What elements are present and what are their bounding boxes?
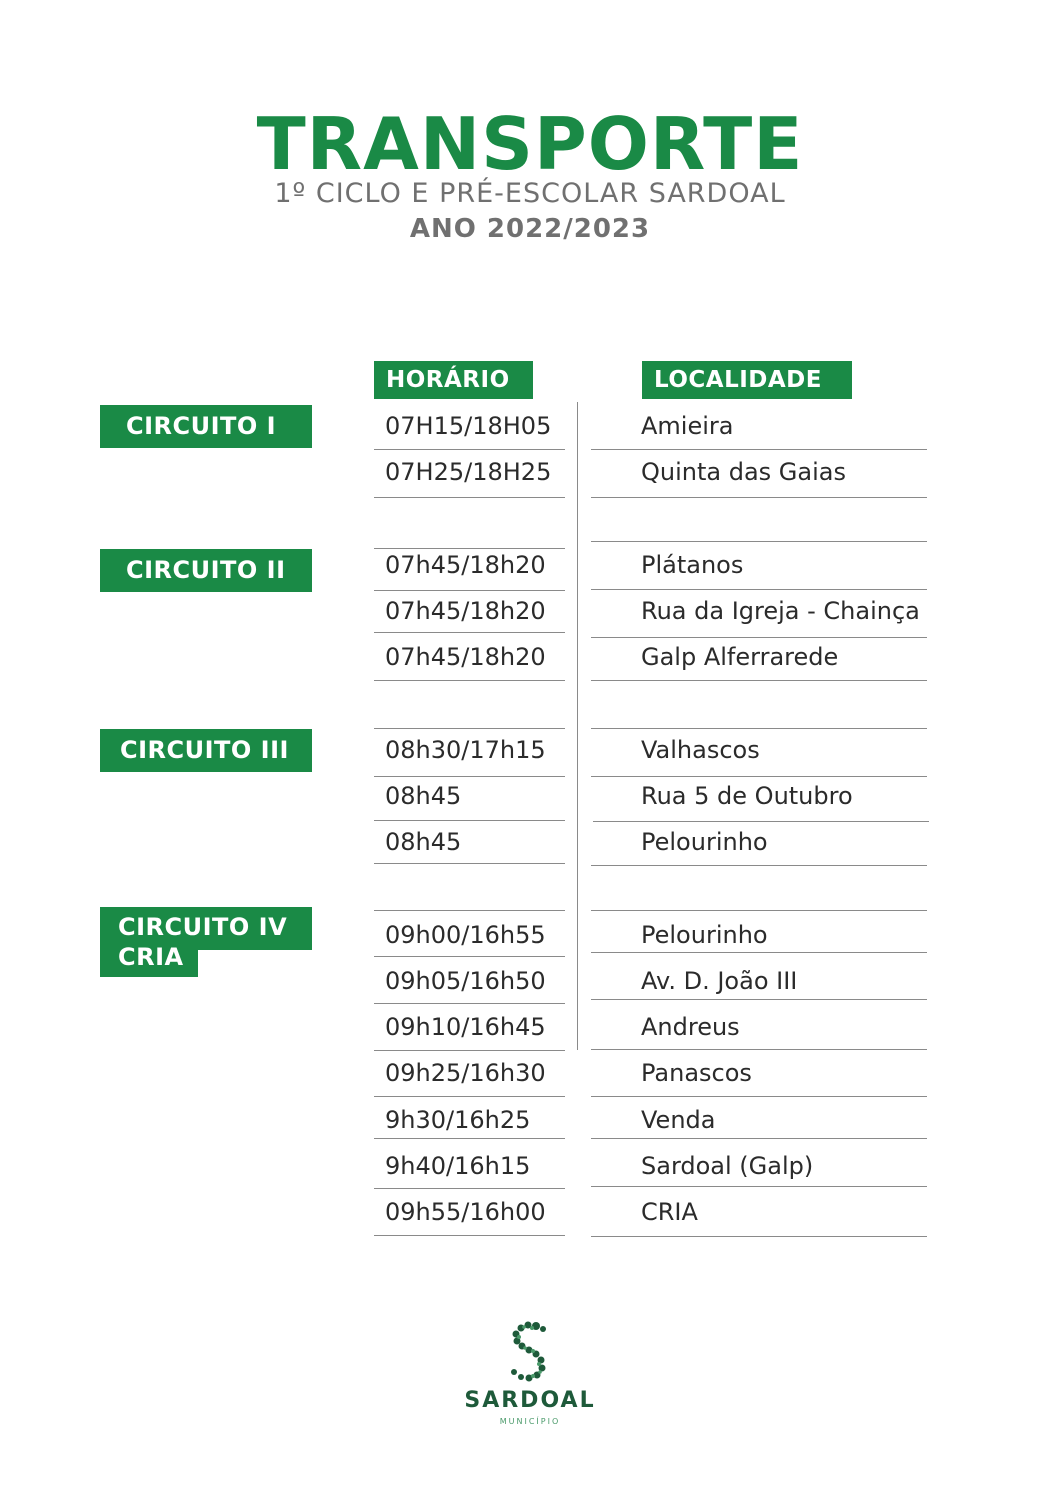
horario-cell: 07h45/18h20 — [385, 597, 546, 625]
circuit-label-1: CIRCUITO I — [100, 405, 312, 448]
localidade-cell: Pelourinho — [641, 828, 768, 856]
localidade-cell: Amieira — [641, 412, 734, 440]
horario-cell: 08h45 — [385, 782, 462, 810]
horario-cell: 09h05/16h50 — [385, 967, 546, 995]
page-title: TRANSPORTE — [256, 102, 804, 186]
row-divider — [591, 637, 927, 638]
row-divider — [374, 1003, 565, 1004]
row-divider — [374, 1050, 565, 1051]
horario-cell: 07H15/18H05 — [385, 412, 552, 440]
horario-cell: 9h40/16h15 — [385, 1152, 531, 1180]
row-divider — [591, 999, 927, 1000]
circuit-label-4-line1: CIRCUITO IV — [118, 913, 288, 941]
localidade-cell: Panascos — [641, 1059, 752, 1087]
row-divider — [591, 449, 927, 450]
circuit-label-3: CIRCUITO III — [100, 729, 312, 772]
row-divider — [591, 680, 927, 681]
row-divider — [374, 1096, 565, 1097]
horario-cell: 07h45/18h20 — [385, 643, 546, 671]
row-divider — [591, 541, 927, 542]
school-year: ANO 2022/2023 — [409, 214, 651, 244]
row-divider — [374, 449, 565, 450]
row-divider — [374, 776, 565, 777]
horario-cell: 09h00/16h55 — [385, 921, 546, 949]
localidade-cell: CRIA — [641, 1198, 698, 1226]
row-divider — [374, 956, 565, 957]
localidade-cell: Plátanos — [641, 551, 744, 579]
column-divider — [577, 402, 578, 1050]
row-divider — [374, 497, 565, 498]
circuit-label-2: CIRCUITO II — [100, 549, 312, 592]
horario-cell: 08h45 — [385, 828, 462, 856]
row-divider — [374, 820, 565, 821]
horario-cell: 07H25/18H25 — [385, 458, 552, 486]
row-divider — [374, 548, 565, 549]
row-divider — [591, 1049, 927, 1050]
localidade-cell: Quinta das Gaias — [641, 458, 846, 486]
row-divider — [374, 632, 565, 633]
logo-name: SARDOAL — [464, 1388, 596, 1413]
column-header-localidade: LOCALIDADE — [642, 361, 852, 399]
row-divider — [374, 590, 565, 591]
horario-cell: 09h55/16h00 — [385, 1198, 546, 1226]
row-divider — [591, 497, 927, 498]
row-divider — [374, 680, 565, 681]
localidade-cell: Venda — [641, 1106, 716, 1134]
localidade-cell: Rua 5 de Outubro — [641, 782, 853, 810]
row-divider — [374, 1188, 565, 1189]
row-divider — [591, 728, 927, 729]
column-header-horario: HORÁRIO — [374, 361, 533, 399]
localidade-cell: Andreus — [641, 1013, 740, 1041]
row-divider — [374, 1138, 565, 1139]
row-divider — [374, 910, 565, 911]
localidade-cell: Galp Alferrarede — [641, 643, 839, 671]
localidade-cell: Rua da Igreja - Chainça — [641, 597, 920, 625]
row-divider — [591, 589, 927, 590]
horario-cell: 07h45/18h20 — [385, 551, 546, 579]
localidade-cell: Valhascos — [641, 736, 760, 764]
sardoal-s-logo-icon — [0, 1320, 1060, 1384]
row-divider — [591, 952, 927, 953]
row-divider — [591, 1186, 927, 1187]
row-divider — [591, 1138, 927, 1139]
localidade-cell: Pelourinho — [641, 921, 768, 949]
row-divider — [374, 728, 565, 729]
row-divider — [591, 865, 927, 866]
horario-cell: 09h10/16h45 — [385, 1013, 546, 1041]
circuit-label-4-line2: CRIA — [118, 943, 184, 971]
row-divider — [591, 910, 927, 911]
horario-cell: 09h25/16h30 — [385, 1059, 546, 1087]
row-divider — [591, 1096, 927, 1097]
row-divider — [374, 863, 565, 864]
horario-cell: 9h30/16h25 — [385, 1106, 531, 1134]
row-divider — [593, 821, 929, 822]
row-divider — [591, 1236, 927, 1237]
logo-subtitle: MUNICÍPIO — [499, 1417, 561, 1426]
row-divider — [591, 776, 927, 777]
localidade-cell: Av. D. João III — [641, 967, 798, 995]
page-subtitle: 1º CICLO E PRÉ-ESCOLAR SARDOAL — [274, 178, 786, 209]
horario-cell: 08h30/17h15 — [385, 736, 546, 764]
row-divider — [374, 1235, 565, 1236]
localidade-cell: Sardoal (Galp) — [641, 1152, 814, 1180]
